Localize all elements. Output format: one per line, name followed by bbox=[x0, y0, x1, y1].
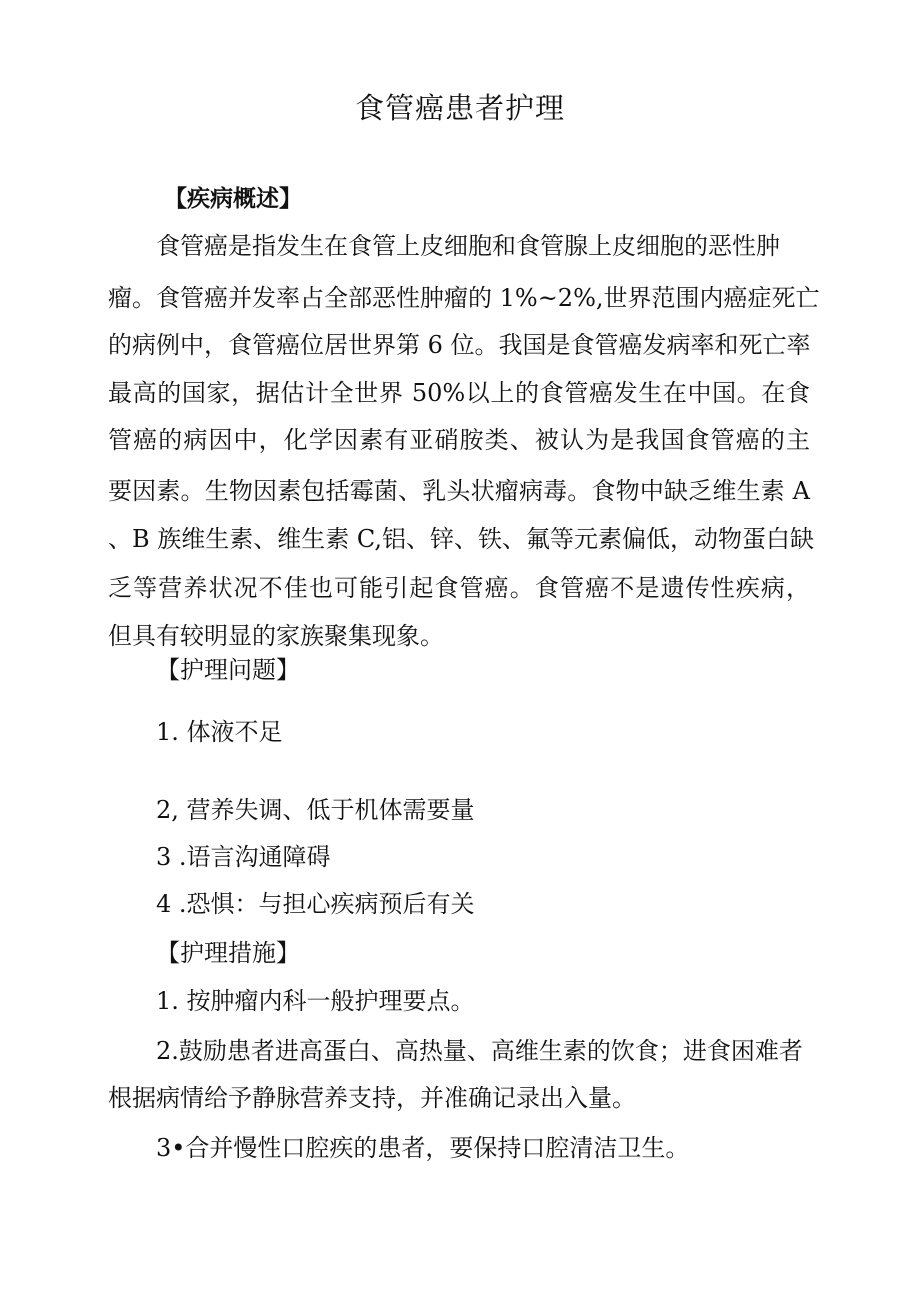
section-heading-overview: 【疾病概述】 bbox=[164, 186, 302, 212]
overview-paragraph-line: 食管癌是指发生在食管上皮细胞和食管腺上皮细胞的恶性肿 bbox=[156, 232, 780, 260]
problem-item: 1. 体液不足 bbox=[156, 718, 283, 746]
overview-paragraph-line: 最高的国家，据估计全世界 50%以上的食管癌发生在中国。在食 bbox=[108, 379, 810, 407]
section-heading-problems: 【护理问题】 bbox=[156, 656, 300, 684]
overview-paragraph-line: 、B 族维生素、维生素 C,铝、锌、铁、氟等元素偏低，动物蛋白缺 bbox=[108, 525, 815, 553]
overview-paragraph-line: 乏等营养状况不佳也可能引起食管癌。食管癌不是遗传性疾病， bbox=[108, 574, 810, 602]
overview-paragraph-line: 管癌的病因中，化学因素有亚硝胺类、被认为是我国食管癌的主 bbox=[108, 426, 810, 454]
overview-paragraph-line: 要因素。生物因素包括霉菌、乳头状瘤病毒。食物中缺乏维生素 A bbox=[108, 477, 810, 505]
document-title: 食管癌患者护理 bbox=[354, 91, 565, 125]
overview-paragraph-line: 瘤。食管癌并发率占全部恶性肿瘤的 1%~2%,世界范围内癌症死亡 bbox=[108, 284, 820, 312]
measure-item: 3•合并慢性口腔疾的患者，要保持口腔清洁卫生。 bbox=[156, 1134, 690, 1162]
section-heading-measures: 【护理措施】 bbox=[156, 939, 300, 967]
measure-item: 1. 按肿瘤内科一般护理要点。 bbox=[156, 987, 475, 1015]
measure-item: 2.鼓励患者进高蛋白、高热量、高维生素的饮食；进食困难者 bbox=[156, 1037, 803, 1065]
overview-paragraph-line: 但具有较明显的家族聚集现象。 bbox=[108, 622, 444, 650]
measure-item-continuation: 根据病情给予静脉营养支持，并准确记录出入量。 bbox=[108, 1084, 636, 1112]
problem-item: 4 .恐惧：与担心疾病预后有关 bbox=[156, 890, 475, 918]
problem-item: 3 .语言沟通障碍 bbox=[156, 843, 331, 871]
overview-paragraph-line: 的病例中，食管癌位居世界第 6 位。我国是食管癌发病率和死亡率 bbox=[108, 331, 811, 359]
problem-item: 2, 营养失调、低于机体需要量 bbox=[156, 796, 475, 824]
